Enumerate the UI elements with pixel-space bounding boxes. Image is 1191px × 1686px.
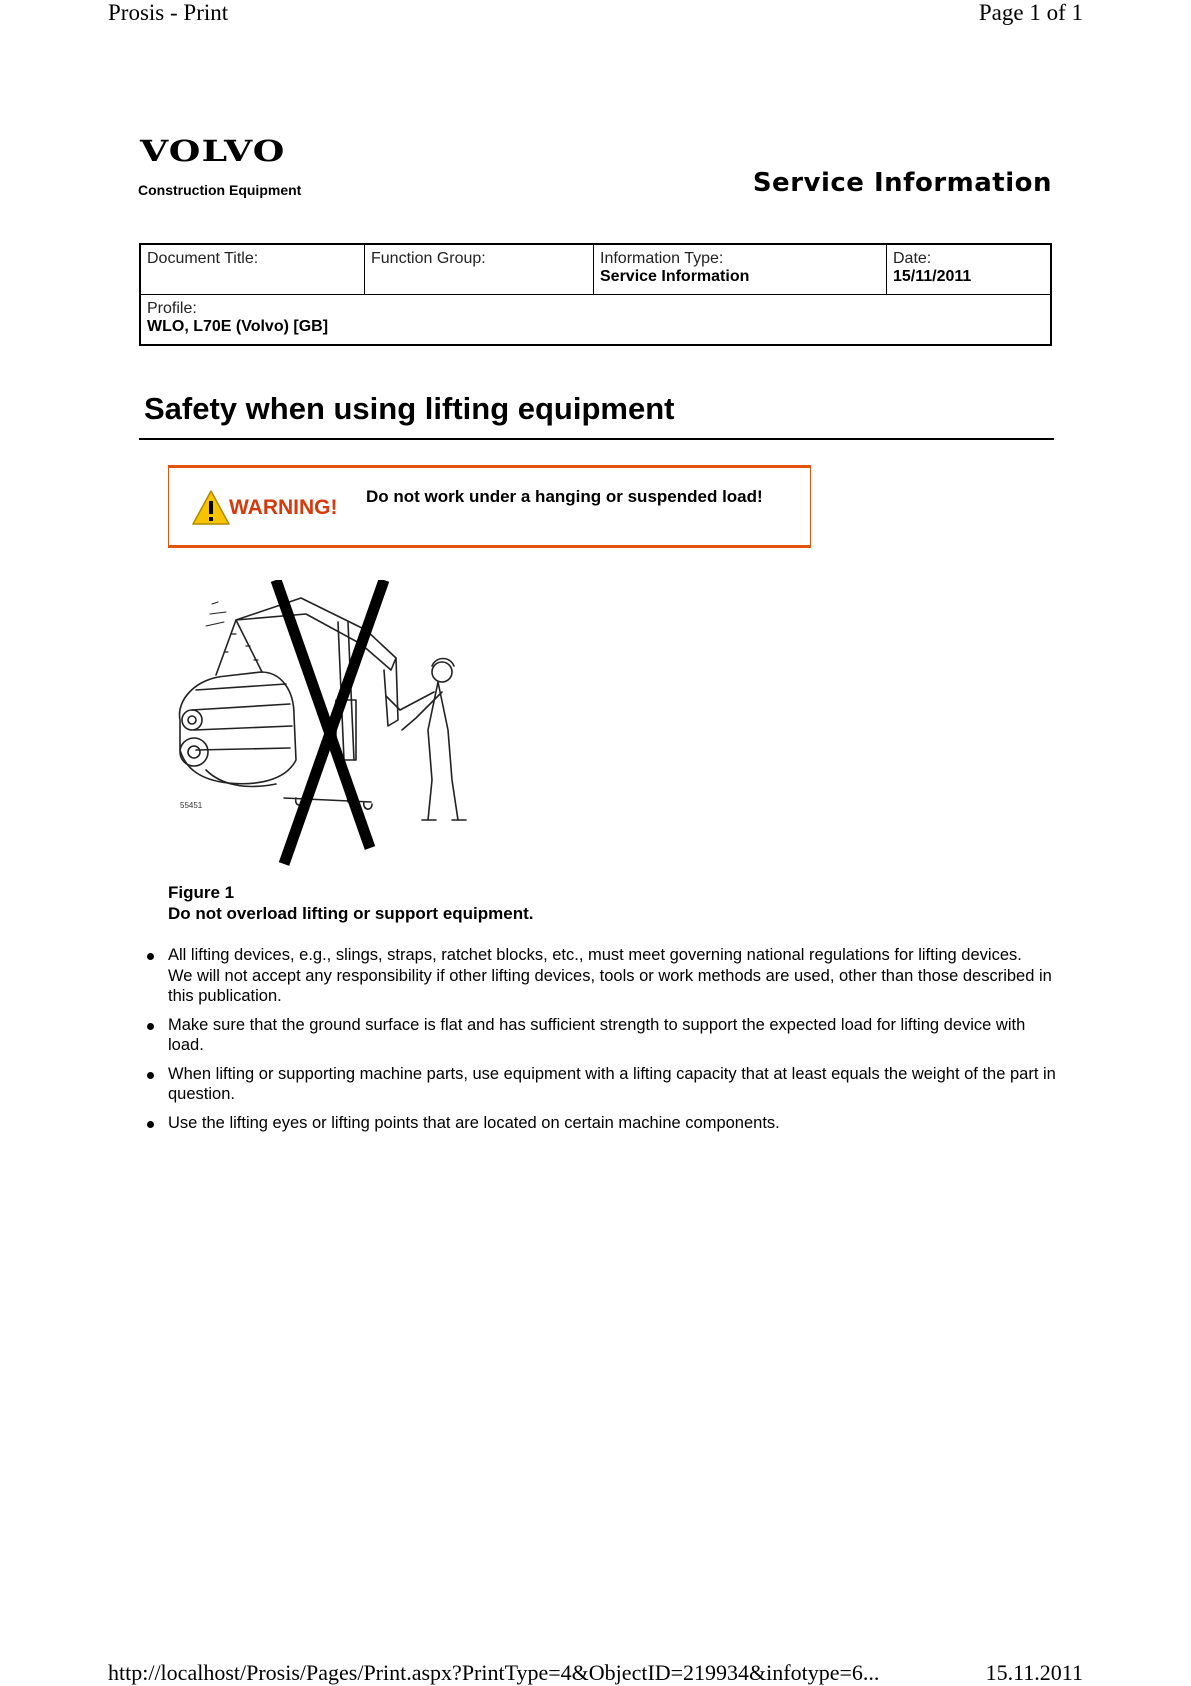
print-header-page: Page 1 of 1	[978, 0, 1083, 25]
safety-bullet-list	[144, 945, 1059, 1141]
list-item	[144, 1064, 1059, 1105]
print-header-title: Prosis - Print	[108, 0, 229, 25]
warning-triangle-icon	[191, 488, 231, 528]
figure-caption-text: Do not overload lifting or support equipment.	[168, 904, 534, 923]
list-item	[144, 945, 1059, 1007]
warning-label: WARNING!	[229, 496, 338, 519]
list-item	[144, 1015, 1059, 1056]
figure-caption-label: Figure 1	[168, 883, 235, 902]
warning-box	[168, 465, 811, 548]
logo-subtitle: Construction Equipment	[138, 182, 302, 198]
figure-caption	[168, 882, 533, 924]
function-group-label: Function Group:	[371, 250, 486, 267]
bullet-text: All lifting devices, e.g., slings, straps, ratchet blocks, etc., must meet governing national regulations for lifting devices.	[168, 946, 1022, 964]
information-type-cell	[594, 244, 887, 295]
bullet-text: Make sure that the ground surface is flat and has sufficient strength to support the expected load for lifting device with load.	[168, 1015, 1026, 1054]
date-cell	[887, 244, 1052, 295]
title-divider	[139, 438, 1054, 440]
print-footer-date: 15.11.2011	[985, 1660, 1083, 1685]
figure-image-code: 55451	[180, 801, 203, 810]
bullet-text: When lifting or supporting machine parts, use equipment with a lifting capacity that at least equals the weight of the part in question.	[168, 1064, 1056, 1103]
print-footer-url: http://localhost/Prosis/Pages/Print.aspx?PrintType=4&ObjectID=219934&infotype=6...	[108, 1660, 880, 1685]
volvo-logo: VOLVO	[140, 134, 286, 168]
lifting-crane-figure	[166, 580, 486, 880]
document-title-label: Document Title:	[147, 250, 259, 267]
bullet-text: Use the lifting eyes or lifting points that are located on certain machine components.	[168, 1113, 780, 1132]
date-label: Date:	[893, 250, 932, 267]
cross-stroke-2	[284, 580, 384, 864]
bullet-text-continued: We will not accept any responsibility if other lifting devices, tools or work methods are used, other than those described in this publication.	[168, 966, 1052, 1005]
profile-value: WLO, L70E (Volvo) [GB]	[147, 318, 329, 335]
profile-label: Profile:	[147, 300, 197, 317]
date-value: 15/11/2011	[893, 268, 972, 285]
document-title-cell	[140, 244, 365, 295]
information-type-label: Information Type:	[600, 250, 724, 267]
information-type-value: Service Information	[600, 268, 750, 285]
page-title: Safety when using lifting equipment	[144, 391, 675, 426]
header-service-information: Service Information	[752, 168, 1052, 198]
list-item	[144, 1113, 1059, 1134]
profile-cell	[140, 295, 1051, 346]
function-group-cell	[365, 244, 594, 295]
warning-text: Do not work under a hanging or suspended load!	[366, 487, 763, 506]
document-info-table	[139, 243, 1052, 346]
